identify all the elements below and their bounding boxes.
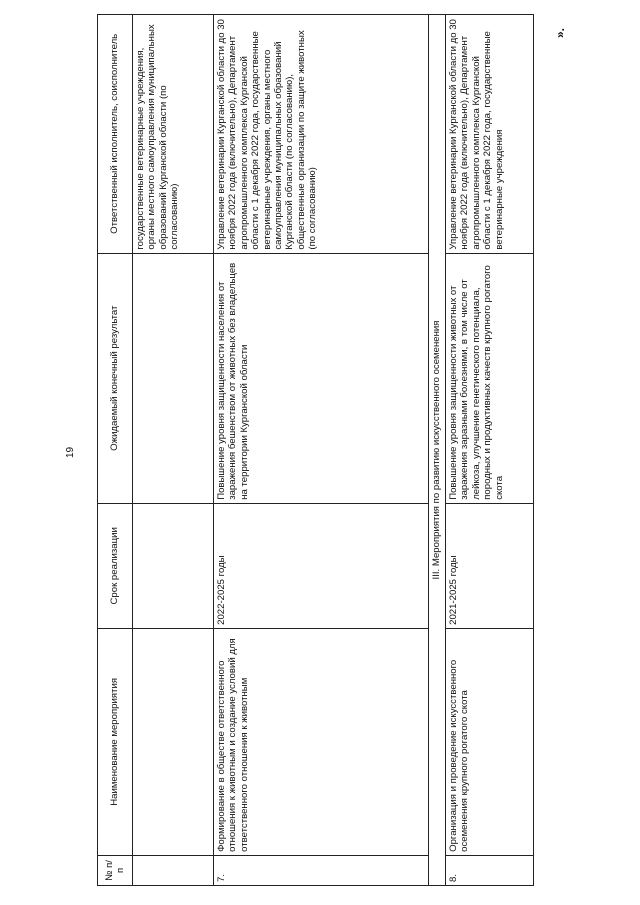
measures-table xyxy=(97,14,534,886)
header-term: Срок реализации xyxy=(98,503,133,628)
cell-term xyxy=(133,503,214,628)
rotated-table-wrapper xyxy=(97,14,548,886)
header-name: Наименование мероприятия xyxy=(98,628,133,855)
cell-result: Повышение уровня защищенности населения от заражения бешенством от животных без владельцев на территории Курганской области xyxy=(214,253,429,503)
cell-executor: государственные ветеринарные учреждения, органы местного самоуправления муниципальных образований Курганской области (по согласованию) xyxy=(133,15,214,254)
header-responsible: Ответственный исполнитель, соисполнитель xyxy=(98,15,133,254)
table-header-row xyxy=(98,15,133,886)
table-row xyxy=(214,15,429,886)
section-header-row xyxy=(429,15,446,886)
header-result: Ожидаемый конечный результат xyxy=(98,253,133,503)
cell-name: Формирование в обществе ответственного отношения к животным и создание условий для ответственного отношения к животным xyxy=(214,628,429,855)
cell-name xyxy=(133,628,214,855)
page-number: 19 xyxy=(65,446,76,458)
corner-mark: ». xyxy=(553,27,568,39)
table-row xyxy=(446,15,534,886)
cell-result: Повышение уровня защищенности животных от заражения заразными болезнями, в том числе от лейкоза, улучшение генетического потенциала, породных и продуктивных качеств крупного рогатого скота xyxy=(446,253,534,503)
cell-num xyxy=(133,855,214,885)
header-num: № п/п xyxy=(98,855,133,885)
cell-result xyxy=(133,253,214,503)
cell-executor: Управление ветеринарии Курганской области до 30 ноября 2022 года (включительно), Департамент агропромышленного комплекса Курганской области с 1 декабря 2022 года, государственные ветеринарные учреждения, органы местного самоуправления муниципальных образований Курганской области (по согласованию), общественные организации по защите животных (по согласованию) xyxy=(214,15,429,254)
cell-term: 2021-2025 годы xyxy=(446,503,534,628)
cell-executor: Управление ветеринарии Курганской области до 30 ноября 2022 года (включительно), Департамент агропромышленного комплекса Курганской области с 1 декабря 2022 года, государственные ветеринарные учреждения xyxy=(446,15,534,254)
table-row xyxy=(133,15,214,886)
cell-num: 7. xyxy=(214,855,429,885)
table-rotation-container xyxy=(97,14,548,886)
cell-name: Организация и проведение искусственного осеменения крупного рогатого скота xyxy=(446,628,534,855)
cell-num: 8. xyxy=(446,855,534,885)
section-title: III. Мероприятия по развитию искусственного осеменения xyxy=(429,15,446,886)
cell-term: 2022-2025 годы xyxy=(214,503,429,628)
